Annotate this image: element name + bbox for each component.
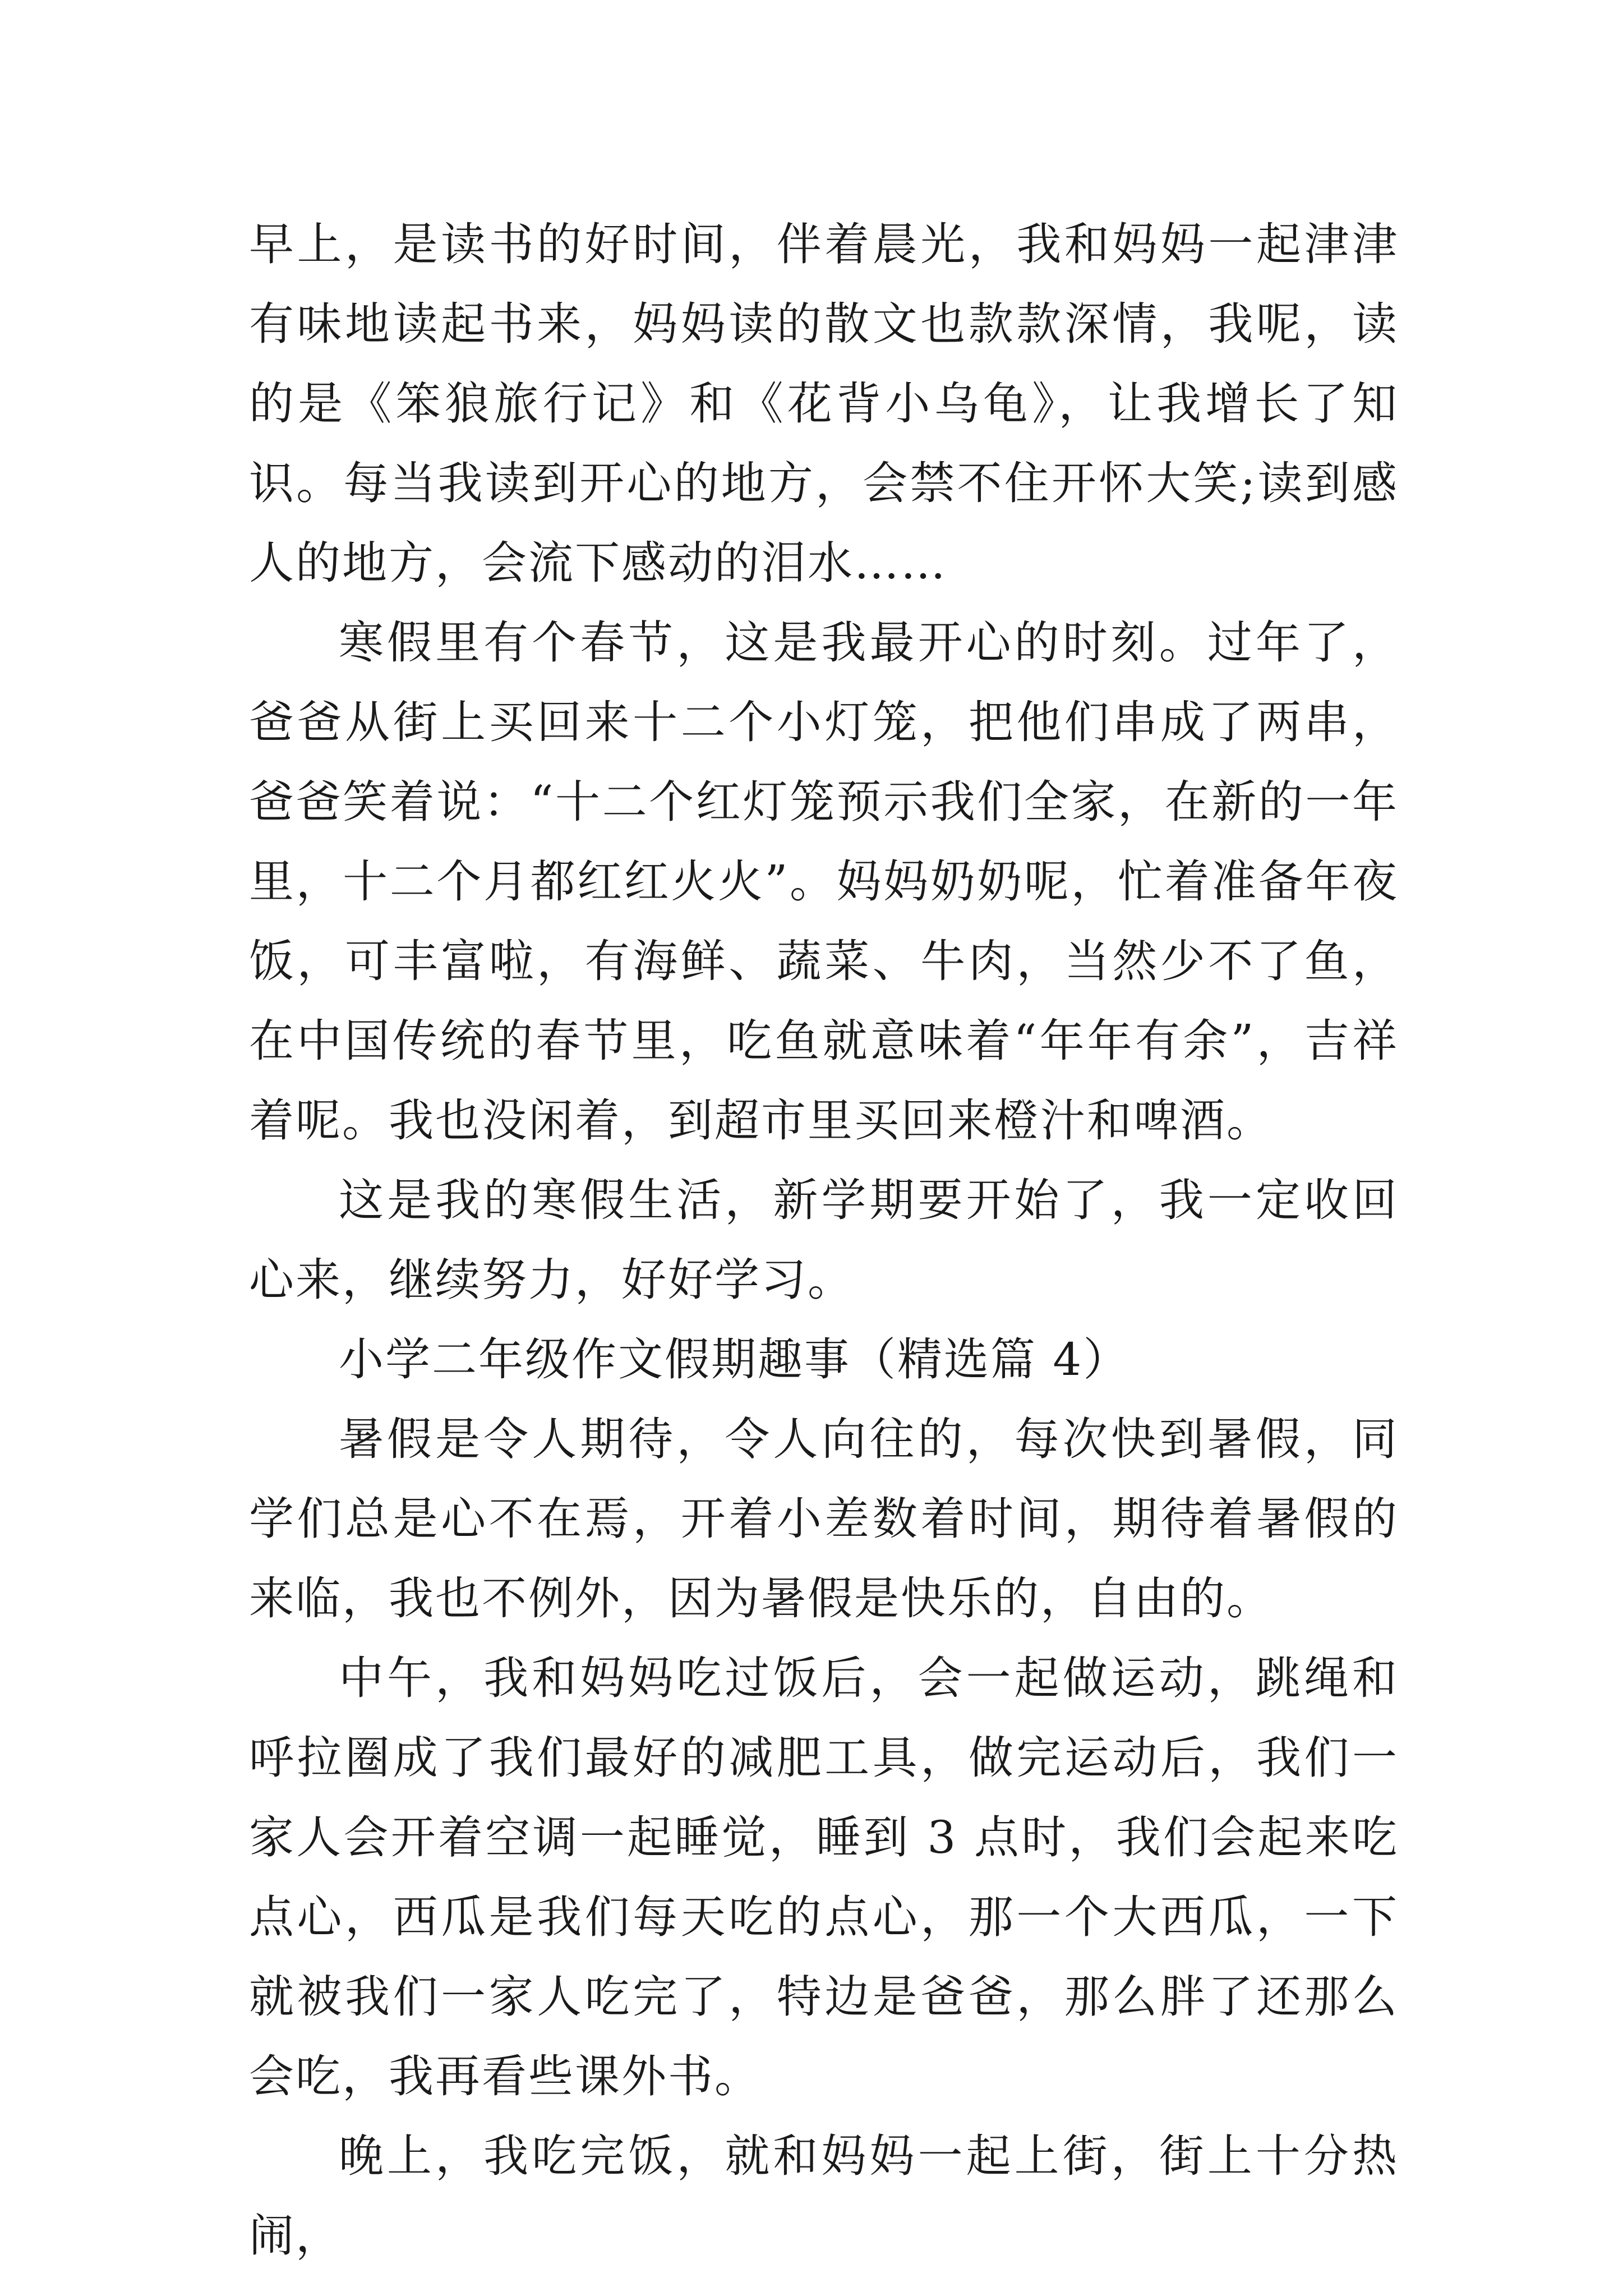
- paragraph: 中午，我和妈妈吃过饭后，会一起做运动，跳绳和呼拉圈成了我们最好的减肥工具，做完运动后，我们一家人会开着空调一起睡觉，睡到 3 点时，我们会起来吃点心，西瓜是我们每天吃的点心，那一个大西瓜，一下就被我们一家人吃完了，特边是爸爸，那么胖了还那么会吃，我再看些课外书。: [249, 1652, 1399, 2102]
- paragraph: 寒假里有个春节，这是我最开心的时刻。过年了，爸爸从街上买回来十二个小灯笼，把他们串成了两串，爸爸笑着说：“十二个红灯笼预示我们全家，在新的一年里，十二个月都红红火火”。妈妈奶奶呢，忙着准备年夜饭，可丰富啦，有海鲜、蔬菜、牛肉，当然少不了鱼，在中国传统的春节里，吃鱼就意味着“年年有余”，吉祥着呢。我也没闲着，到超市里买回来橙汁和啤酒。: [249, 616, 1399, 1147]
- paragraph: 晚上，我吃完饭，就和妈妈一起上街，街上十分热闹，: [249, 2130, 1399, 2262]
- paragraph: 暑假是令人期待，令人向往的，每次快到暑假，同学们总是心不在焉，开着小差数着时间，期待着暑假的来临，我也不例外，因为暑假是快乐的，自由的。: [249, 1413, 1399, 1625]
- section-heading: 小学二年级作文假期趣事（精选篇 4）: [339, 1333, 1130, 1386]
- paragraph: 早上，是读书的好时间，伴着晨光，我和妈妈一起津津有味地读起书来，妈妈读的散文也款款深情，我呢，读的是《笨狼旅行记》和《花背小乌龟》，让我增长了知识。每当我读到开心的地方，会禁不住开怀大笑;读到感人的地方，会流下感动的泪水……: [249, 218, 1399, 589]
- paragraph: 这是我的寒假生活，新学期要开始了，我一定收回心来，继续努力，好好学习。: [249, 1174, 1399, 1306]
- document-body: [249, 205, 1399, 2276]
